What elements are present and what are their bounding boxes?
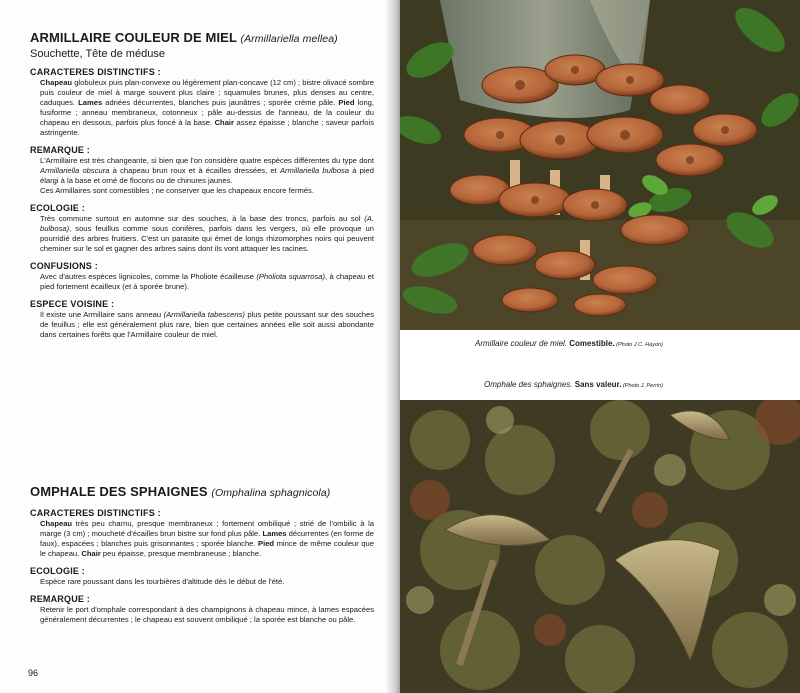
caption-edibility: Sans valeur. — [574, 380, 622, 389]
omphale-illustration — [400, 400, 800, 693]
latin-name: (Pholiota squarrosa) — [256, 272, 325, 281]
term-chapeau: Chapeau — [40, 78, 73, 87]
caption-edibility: Comestible. — [569, 339, 615, 348]
caption-omphale — [484, 380, 663, 389]
term-pied: Pied — [258, 539, 275, 548]
species-name: ARMILLAIRE COULEUR DE MIEL — [30, 30, 237, 45]
term-chair: Chair — [214, 118, 234, 127]
species-omphale — [30, 484, 374, 625]
species-latin-name: (Omphalina sphagnicola) — [211, 487, 331, 499]
section-text-remarque: Retenir le port d'omphale correspondant à des champignons à chapeau mince, à lames espacées généralement décurrentes ; le chapeau est souvent ombiliqué ; la sporée est blanche ou pâle. — [40, 605, 374, 624]
text-fragment: Il existe une Armillaire sans anneau — [40, 310, 164, 319]
book-gutter — [385, 0, 400, 693]
species-armillaire — [30, 30, 374, 340]
photo-credit: (Photo J.C. Hayon) — [614, 342, 663, 348]
species-title — [30, 484, 374, 501]
text-fragment: à chapeau brun roux et à écailles dressées, et — [109, 166, 280, 175]
latin-name: Armillariella obscura — [40, 166, 110, 175]
section-heading-voisine: ESPECE VOISINE : — [30, 299, 115, 309]
species-name: OMPHALE DES SPHAIGNES — [30, 484, 208, 499]
section-text-voisine — [30, 310, 374, 340]
species-common-names: Souchette, Tête de méduse — [30, 48, 165, 60]
text-pied: mince de même couleur que le chapeau. — [40, 539, 374, 558]
term-pied: Pied — [338, 98, 355, 107]
text-fragment: plus petite poussant sur des souches de feuillus ; elle est généralement plus rare, bien que certaines années elle soit aussi abondante dans certaines forêts que l'Armillaire couleur de miel. — [40, 310, 374, 339]
photo-credit: (Photo J. Perrin) — [621, 383, 664, 389]
text-fragment: L'Armillaire est très changeante, si bien que l'on considère quatre espèces différentes du type dont — [40, 156, 374, 165]
armillaire-illustration — [400, 0, 800, 330]
term-chair: Chair — [81, 549, 101, 558]
section-text-remarque — [30, 156, 374, 196]
term-lames: Lames — [78, 98, 103, 107]
text-fragment: à pied élargi à la base et orné de flocons ou de chinures jaunes. — [40, 166, 374, 185]
term-lames: Lames — [262, 529, 287, 538]
section-heading-confusions: CONFUSIONS : — [30, 261, 98, 271]
section-text-caracteres — [30, 78, 374, 138]
term-chapeau: Chapeau — [40, 519, 73, 528]
photo-omphale — [400, 400, 800, 693]
section-heading-remarque: REMARQUE : — [30, 594, 90, 604]
section-heading-caracteres: CARACTERES DISTINCTIFS : — [30, 67, 161, 77]
text-fragment: Très commune surtout en automne sur des souches, à la base des troncs, parfois au sol — [40, 214, 365, 223]
right-page — [400, 0, 800, 693]
text-fragment: , sous feuillus comme sous conifères, parfois dans les vergers, où elle provoque un pourridié des arbres fruitiers. C'est un parasite qui émet de longs rhizomorphes noirs qui peuvent cheminer sur le sol et gagner des arbres sains dont ils vont attaquer les racines. — [40, 224, 374, 253]
species-latin-name: (Armillariella mellea) — [240, 33, 338, 45]
photo-armillaire — [400, 0, 800, 330]
text-chapeau: globuleux puis plan-convexe ou légèrement plan-concave (12 cm) ; bistre olivacé sombre puis couleur de miel à marge souvent plus claire ; squamules brunes, plus denses au centre, caduques. — [40, 78, 374, 107]
section-text-ecologie — [30, 214, 374, 254]
text-fragment: Ces Armillaires sont comestibles ; ne conserver que les chapeaux encore fermés. — [40, 186, 314, 195]
latin-name: (A. bulbosa) — [40, 214, 374, 233]
caption-text: Omphale des sphaignes. — [484, 380, 575, 389]
latin-name: Armillariella bulbosa — [279, 166, 349, 175]
section-text-confusions — [30, 272, 374, 292]
text-fragment: , à chapeau et pied fortement écailleux (et à sporée brune). — [40, 272, 374, 291]
section-text-caracteres — [30, 519, 374, 559]
section-text-ecologie: Espèce rare poussant dans les tourbières d'altitude dès le début de l'été. — [40, 577, 285, 586]
section-heading-ecologie: ECOLOGIE : — [30, 203, 86, 213]
text-fragment: Avec d'autres espèces lignicoles, comme la Pholiote écailleuse — [40, 272, 257, 281]
species-title — [30, 30, 374, 47]
caption-armillaire — [475, 339, 663, 348]
text-pied: long, fusiforme ; anneau membraneux, cotonneux ; pâle au-dessus de l'anneau, de la couleur du chapeau en dessous, parfois plus foncé à la base. — [40, 98, 375, 127]
text-lames: adnées décurrentes, blanches puis jaunâtres ; sporée crème pâle. — [102, 98, 339, 107]
section-heading-caracteres: CARACTERES DISTINCTIFS : — [30, 508, 161, 518]
section-heading-ecologie: ECOLOGIE : — [30, 566, 86, 576]
page-number: 96 — [28, 668, 39, 678]
text-chair: assez épaisse ; blanche ; saveur parfois astringente. — [40, 118, 374, 137]
caption-text: Armillaire couleur de miel. — [475, 339, 570, 348]
text-lames: décurrentes (en forme de faux), espacées ; blanches puis grisonnantes ; sporée blanche. — [40, 529, 374, 548]
latin-name: (Armillariella tabescens) — [163, 310, 245, 319]
section-heading-remarque: REMARQUE : — [30, 145, 90, 155]
text-chair: peu épaisse, presque membraneuse ; blanche. — [100, 549, 262, 558]
text-chapeau: très peu charnu, presque membraneux ; fortement ombiliqué ; strié de l'ombilic à la marge (3 cm) ; moucheté d'écailles brun bistre sur fond plus pâle. — [40, 519, 374, 538]
